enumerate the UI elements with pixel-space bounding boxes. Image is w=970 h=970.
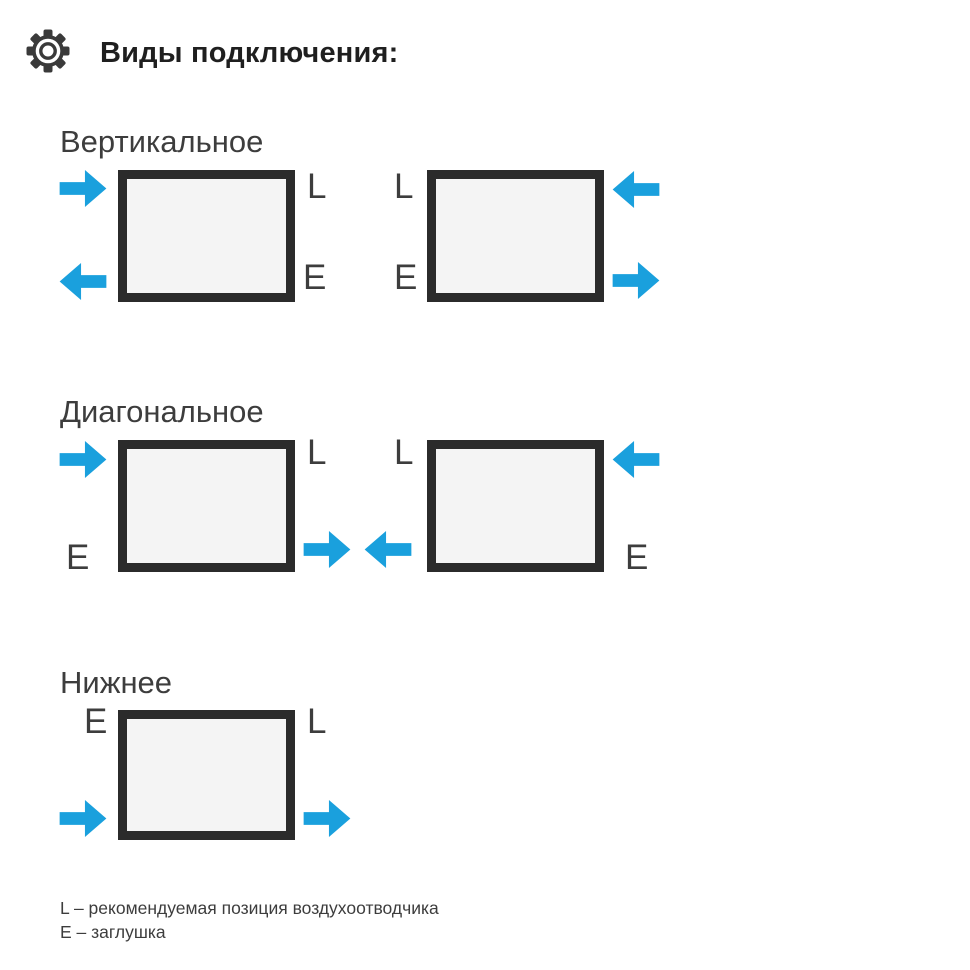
plug-label: E: [394, 258, 418, 297]
inlet-arrow-icon: [612, 171, 660, 208]
inlet-arrow-icon: [59, 441, 107, 478]
radiator-box: [118, 710, 295, 840]
page-title: Виды подключения:: [100, 37, 399, 69]
radiator-box: [427, 440, 604, 572]
section-heading-diagonal: Диагональное: [60, 394, 264, 429]
outlet-arrow-icon: [59, 263, 107, 300]
radiator-box: [427, 170, 604, 302]
legend-line-plug: E – заглушка: [60, 922, 166, 942]
inlet-arrow-icon: [59, 170, 107, 207]
inlet-arrow-icon: [612, 441, 660, 478]
plug-label: E: [303, 258, 327, 297]
legend-line-air-vent: L – рекомендуемая позиция воздухоотводчика: [60, 898, 439, 918]
radiator-box: [118, 440, 295, 572]
air-vent-label: L: [394, 167, 414, 206]
outlet-arrow-icon: [364, 531, 412, 568]
air-vent-label: L: [394, 433, 414, 472]
plug-label: E: [625, 538, 649, 577]
outlet-arrow-icon: [303, 531, 351, 568]
inlet-arrow-icon: [59, 800, 107, 837]
air-vent-label: L: [307, 167, 327, 206]
outlet-arrow-icon: [612, 262, 660, 299]
outlet-arrow-icon: [303, 800, 351, 837]
section-heading-bottom: Нижнее: [60, 665, 173, 700]
plug-label: E: [66, 538, 90, 577]
gear-icon: [26, 29, 70, 73]
air-vent-label: L: [307, 702, 327, 741]
radiator-box: [118, 170, 295, 302]
plug-label: E: [84, 702, 108, 741]
section-heading-vertical: Вертикальное: [60, 124, 264, 159]
air-vent-label: L: [307, 433, 327, 472]
